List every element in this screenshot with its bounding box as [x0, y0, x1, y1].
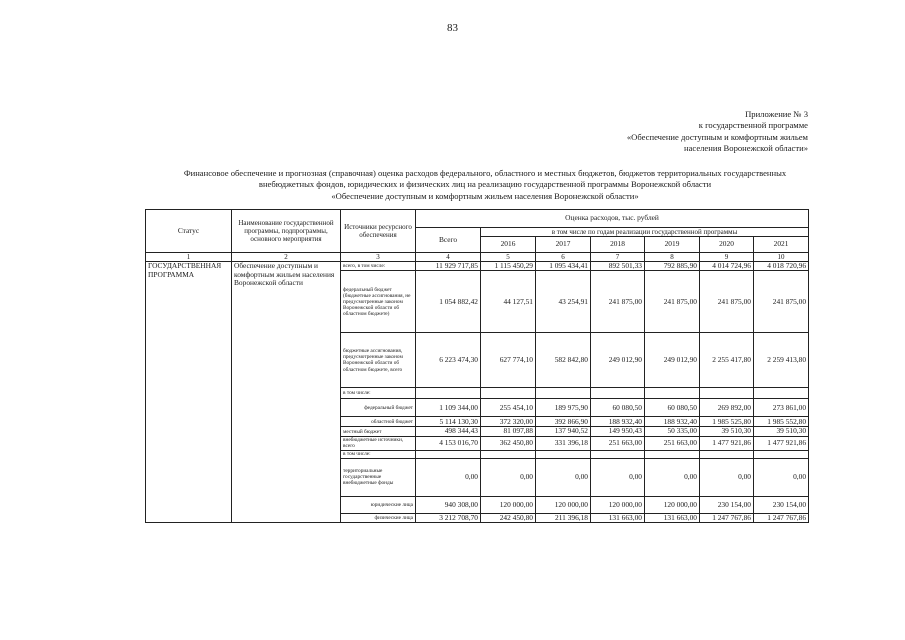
appendix-line: «Обеспечение доступным и комфортным жильем [626, 131, 808, 142]
year-cell: 1 477 921,86 [754, 436, 809, 450]
year-cell: 241 875,00 [700, 271, 754, 333]
financing-table [145, 209, 809, 523]
column-number: 10 [754, 253, 809, 262]
year-cell: 582 842,80 [536, 333, 591, 388]
source-cell: в том числе: [341, 450, 416, 458]
year-cell: 1 115 450,29 [481, 262, 536, 271]
source-cell: в том числе: [341, 388, 416, 399]
header-source: Источники ресурсного обеспечения [341, 210, 416, 253]
source-cell: федеральный бюджет (бюджетные ассигнования, не предусмотренные законом Воронежской области об областном бюджете) [341, 271, 416, 333]
year-cell: 241 875,00 [591, 271, 645, 333]
year-cell: 44 127,51 [481, 271, 536, 333]
year-cell: 60 080,50 [591, 399, 645, 417]
total-cell: 11 929 717,85 [416, 262, 481, 271]
page-number: 83 [447, 22, 458, 34]
program-name-cell: Обеспечение доступным и комфортным жильем населения Воронежской области [232, 262, 341, 523]
year-cell: 249 012,90 [591, 333, 645, 388]
year-cell: 0,00 [481, 458, 536, 496]
year-cell: 189 975,90 [536, 399, 591, 417]
year-cell: 249 012,90 [645, 333, 700, 388]
year-cell: 149 950,43 [591, 427, 645, 436]
total-cell [416, 388, 481, 399]
appendix-note [627, 109, 808, 155]
source-cell: местный бюджет [341, 427, 416, 436]
total-cell: 5 114 130,30 [416, 417, 481, 427]
year-cell [645, 388, 700, 399]
source-cell: областной бюджет [341, 417, 416, 427]
year-cell [536, 388, 591, 399]
year-cell: 251 663,00 [591, 436, 645, 450]
status-cell: ГОСУДАРСТВЕННАЯ ПРОГРАММА [146, 262, 232, 523]
total-cell: 3 212 708,70 [416, 513, 481, 522]
year-cell [591, 450, 645, 458]
year-cell [645, 450, 700, 458]
source-cell: физические лица [341, 513, 416, 522]
year-cell [536, 450, 591, 458]
year-cell: 392 866,90 [536, 417, 591, 427]
year-cell: 627 774,10 [481, 333, 536, 388]
year-cell: 0,00 [700, 458, 754, 496]
header-estimate: Оценка расходов, тыс. рублей [416, 210, 809, 228]
year-cell: 0,00 [645, 458, 700, 496]
year-cell: 242 450,80 [481, 513, 536, 522]
year-cell: 4 014 724,96 [700, 262, 754, 271]
year-cell: 0,00 [536, 458, 591, 496]
title-line: внебюджетных фондов, юридических и физических лиц на реализацию государственной программы Воронежской области [258, 179, 712, 190]
year-cell: 188 932,40 [591, 417, 645, 427]
total-cell: 940 308,00 [416, 496, 481, 513]
header-year: 2017 [536, 237, 591, 253]
year-cell: 211 396,18 [536, 513, 591, 522]
source-cell: федеральный бюджет [341, 399, 416, 417]
year-cell: 50 335,00 [645, 427, 700, 436]
column-number: 8 [645, 253, 700, 262]
year-cell: 0,00 [591, 458, 645, 496]
table-row [146, 262, 809, 271]
year-cell: 1 247 767,86 [754, 513, 809, 522]
header-year: 2018 [591, 237, 645, 253]
total-cell [416, 450, 481, 458]
year-cell [591, 388, 645, 399]
header-year: 2016 [481, 237, 536, 253]
year-cell: 4 018 720,96 [754, 262, 809, 271]
year-cell: 230 154,00 [700, 496, 754, 513]
column-number: 7 [591, 253, 645, 262]
header-by-years: в том числе по годам реализации государственной программы [481, 228, 809, 237]
year-cell: 372 320,00 [481, 417, 536, 427]
year-cell: 0,00 [754, 458, 809, 496]
source-cell: всего, в том числе: [341, 262, 416, 271]
year-cell: 43 254,91 [536, 271, 591, 333]
column-number: 5 [481, 253, 536, 262]
year-cell: 331 396,18 [536, 436, 591, 450]
appendix-line: Приложение № 3 [745, 109, 808, 119]
year-cell: 241 875,00 [754, 271, 809, 333]
year-cell: 39 510,30 [754, 427, 809, 436]
year-cell: 39 510,30 [700, 427, 754, 436]
year-cell: 131 663,00 [645, 513, 700, 522]
total-cell: 0,00 [416, 458, 481, 496]
total-cell: 6 223 474,30 [416, 333, 481, 388]
header-year: 2021 [754, 237, 809, 253]
total-cell: 4 153 016,70 [416, 436, 481, 450]
year-cell: 892 501,33 [591, 262, 645, 271]
year-cell [700, 388, 754, 399]
year-cell: 273 861,00 [754, 399, 809, 417]
source-cell: внебюджетные источники, всего [341, 436, 416, 450]
year-cell: 81 097,88 [481, 427, 536, 436]
year-cell: 120 000,00 [591, 496, 645, 513]
year-cell: 120 000,00 [645, 496, 700, 513]
column-number: 9 [700, 253, 754, 262]
source-cell: юридические лица [341, 496, 416, 513]
year-cell: 792 885,90 [645, 262, 700, 271]
year-cell [700, 450, 754, 458]
year-cell: 362 450,80 [481, 436, 536, 450]
year-cell: 188 932,40 [645, 417, 700, 427]
title-line: Финансовое обеспечение и прогнозная (справочная) оценка расходов федерального, областного и местных бюджетов, бюджетов территориальных государственных [183, 168, 787, 178]
year-cell [481, 388, 536, 399]
year-cell [754, 450, 809, 458]
header-status: Статус [146, 210, 232, 253]
year-cell: 2 259 413,80 [754, 333, 809, 388]
year-cell: 255 454,10 [481, 399, 536, 417]
year-cell: 131 663,00 [591, 513, 645, 522]
total-cell: 1 054 882,42 [416, 271, 481, 333]
year-cell: 2 255 417,80 [700, 333, 754, 388]
column-number: 2 [232, 253, 341, 262]
year-cell [754, 388, 809, 399]
column-number: 6 [536, 253, 591, 262]
year-cell: 60 080,50 [645, 399, 700, 417]
year-cell: 269 892,00 [700, 399, 754, 417]
total-cell: 498 344,43 [416, 427, 481, 436]
header-name: Наименование государственной программы, подпрограммы, основного мероприятия [232, 210, 341, 253]
year-cell: 1 477 921,86 [700, 436, 754, 450]
title-line: «Обеспечение доступным и комфортным жильем населения Воронежской области» [331, 190, 639, 201]
year-cell: 251 663,00 [645, 436, 700, 450]
appendix-line: населения Воронежской области» [684, 143, 808, 154]
year-cell: 241 875,00 [645, 271, 700, 333]
appendix-line: к государственной программе [698, 120, 808, 131]
year-cell: 1 095 434,41 [536, 262, 591, 271]
header-year: 2020 [700, 237, 754, 253]
year-cell: 120 000,00 [536, 496, 591, 513]
source-cell: бюджетные ассигнования, предусмотренные законом Воронежской области об областном бюджете, всего [341, 333, 416, 388]
year-cell: 120 000,00 [481, 496, 536, 513]
year-cell: 1 985 552,80 [754, 417, 809, 427]
year-cell: 1 985 525,80 [700, 417, 754, 427]
header-total: Всего [416, 228, 481, 253]
total-cell: 1 109 344,00 [416, 399, 481, 417]
year-cell: 230 154,00 [754, 496, 809, 513]
year-cell [481, 450, 536, 458]
column-number: 4 [416, 253, 481, 262]
column-number: 3 [341, 253, 416, 262]
document-title [140, 168, 830, 202]
column-number: 1 [146, 253, 232, 262]
source-cell: территориальные государственные внебюджетные фонды [341, 458, 416, 496]
year-cell: 137 940,52 [536, 427, 591, 436]
year-cell: 1 247 767,86 [700, 513, 754, 522]
header-year: 2019 [645, 237, 700, 253]
